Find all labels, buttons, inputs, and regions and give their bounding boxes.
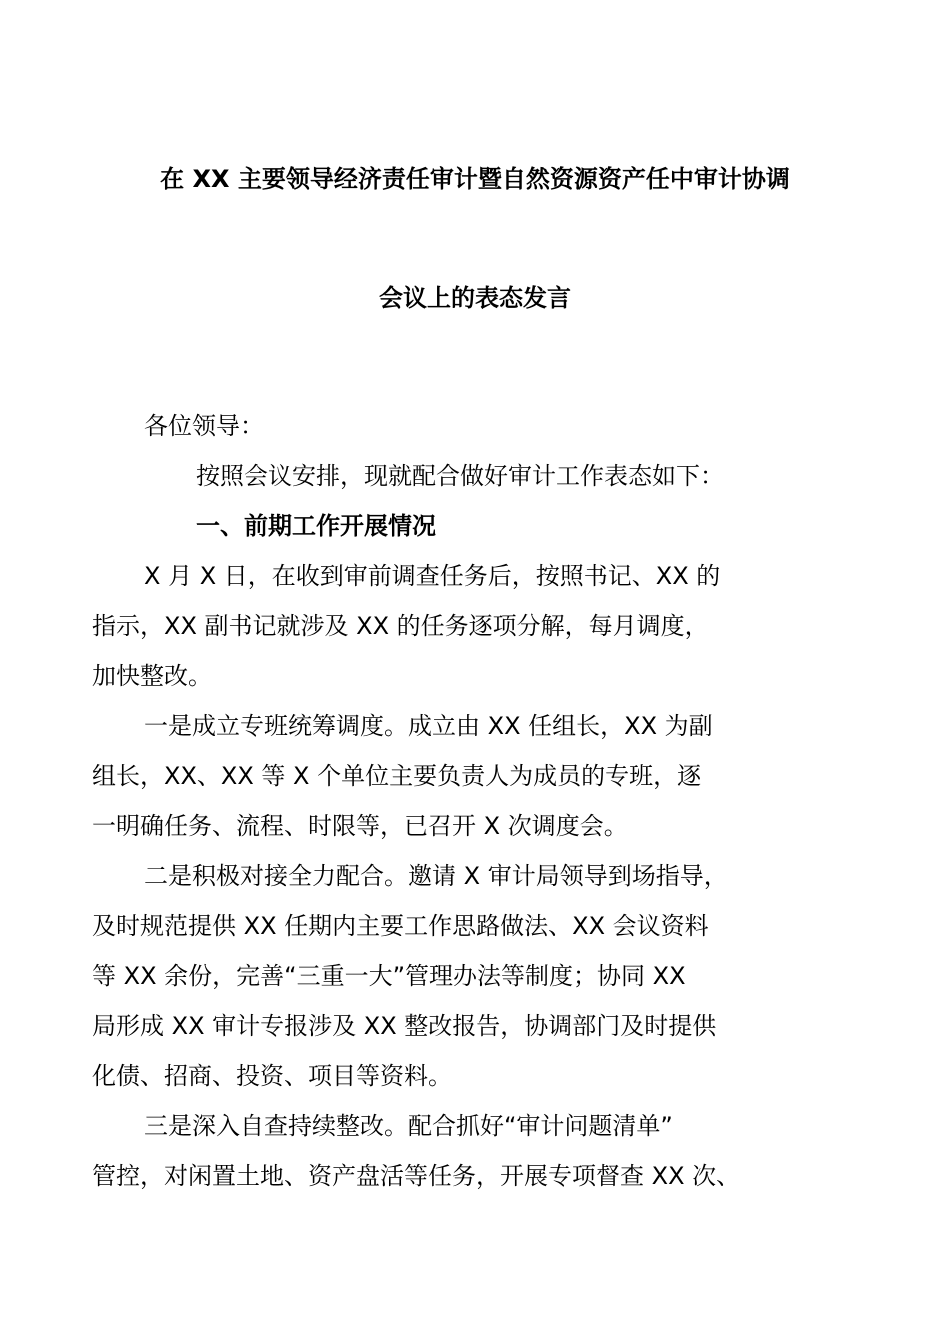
paragraph-line: 等 XX 余份，完善“三重一大”管理办法等制度；协同 XX bbox=[92, 962, 686, 990]
paragraph-line: 及时规范提供 XX 任期内主要工作思路做法、XX 会议资料 bbox=[92, 912, 709, 940]
paragraph-line: 一是成立专班统筹调度。成立由 XX 任组长，XX 为副 bbox=[144, 712, 713, 740]
paragraph-line: 加快整改。 bbox=[92, 662, 212, 690]
document-title-line-2: 会议上的表态发言 bbox=[379, 284, 571, 312]
document-body bbox=[92, 401, 834, 1201]
paragraph-4 bbox=[92, 1101, 834, 1201]
paragraph-line: 组长，XX、XX 等 X 个单位主要负责人为成员的专班，逐 bbox=[92, 762, 702, 790]
paragraph-line: X 月 X 日，在收到审前调查任务后，按照书记、XX 的 bbox=[144, 562, 721, 590]
paragraph-1 bbox=[92, 551, 834, 701]
paragraph-line: 化债、招商、投资、项目等资料。 bbox=[92, 1062, 452, 1090]
paragraph-line: 管控，对闲置土地、资产盘活等任务，开展专项督查 XX 次、 bbox=[92, 1162, 741, 1190]
paragraph-line: 三是深入自查持续整改。配合抓好“审计问题清单” bbox=[144, 1112, 673, 1140]
paragraph-2 bbox=[92, 701, 834, 851]
paragraph-line: 指示，XX 副书记就涉及 XX 的任务逐项分解，每月调度， bbox=[92, 612, 709, 640]
section-heading: 一、前期工作开展情况 bbox=[196, 512, 436, 540]
paragraph-line: 一明确任务、流程、时限等，已召开 X 次调度会。 bbox=[92, 812, 628, 840]
document-title-line-1: 在 XX 主要领导经济责任审计暨自然资源资产任中审计协调 bbox=[160, 165, 790, 193]
intro-paragraph: 按照会议安排，现就配合做好审计工作表态如下： bbox=[196, 462, 724, 490]
paragraph-line: 局形成 XX 审计专报涉及 XX 整改报告，协调部门及时提供 bbox=[92, 1012, 717, 1040]
paragraph-3 bbox=[92, 851, 834, 1101]
salutation: 各位领导： bbox=[144, 412, 264, 440]
paragraph-line: 二是积极对接全力配合。邀请 X 审计局领导到场指导， bbox=[144, 862, 728, 890]
